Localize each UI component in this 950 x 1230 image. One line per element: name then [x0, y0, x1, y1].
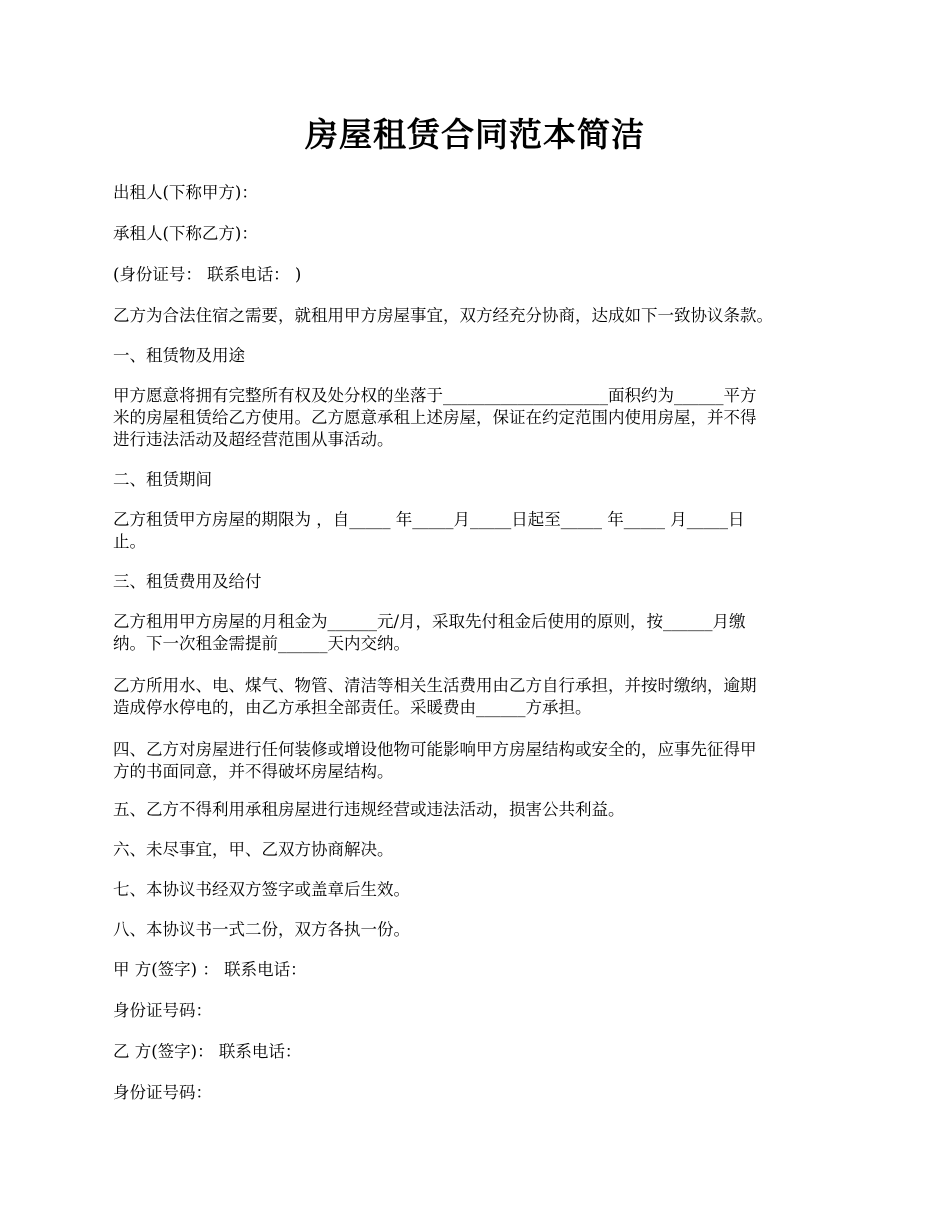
text-line: 乙方所用水、电、煤气、物管、清洁等相关生活费用由乙方自行承担，并按时缴纳，逾期	[113, 676, 757, 695]
paragraph-intro	[113, 305, 843, 327]
signature-party-a	[113, 959, 843, 981]
paragraph-clause-8	[113, 919, 843, 941]
paragraph-lessor	[113, 182, 843, 204]
text-line: 米的房屋租赁给乙方使用。乙方愿意承租上述房屋，保证在约定范围内使用房屋，并不得	[113, 408, 757, 427]
text-line: 一、租赁物及用途	[113, 346, 245, 365]
document-title: 房屋租赁合同范本简洁	[305, 115, 645, 154]
paragraph-lessee	[113, 223, 843, 245]
text-line: 乙方租赁甲方房屋的期限为 ，自_____ 年_____月_____日起至_____ 年_____ 月_____日	[113, 510, 745, 529]
paragraph-id-phone	[113, 264, 843, 286]
paragraph-clause-7	[113, 879, 843, 901]
text-line: 五、乙方不得利用承租房屋进行违规经营或违法活动，损害公共利益。	[113, 800, 625, 819]
text-line: 甲 方(签字) ： 联系电话：	[113, 960, 307, 979]
text-line: 止。	[113, 532, 146, 551]
text-line: (身份证号： 联系电话： )	[113, 265, 302, 284]
paragraph-utilities	[113, 675, 843, 719]
text-line: 造成停水停电的，由乙方承担全部责任。采暖费由______方承担。	[113, 698, 592, 717]
text-line: 进行违法活动及超经营范围从事活动。	[113, 430, 394, 449]
text-line: 纳。下一次租金需提前______天内交纳。	[113, 634, 410, 653]
text-line: 方的书面同意，并不得破坏房屋结构。	[113, 762, 394, 781]
text-line: 三、租赁费用及给付	[113, 572, 262, 591]
text-line: 八、本协议书一式二份，双方各执一份。	[113, 920, 410, 939]
section-heading-3	[113, 571, 843, 593]
text-line: 四、乙方对房屋进行任何装修或增设他物可能影响甲方房屋结构或安全的，应事先征得甲	[113, 740, 757, 759]
text-line: 二、租赁期间	[113, 470, 212, 489]
text-line: 身份证号码：	[113, 1083, 212, 1102]
section-heading-2	[113, 469, 843, 491]
text-line: 七、本协议书经双方签字或盖章后生效。	[113, 880, 410, 899]
text-line: 乙方为合法住宿之需要，就租用甲方房屋事宜，双方经充分协商，达成如下一致协议条款。	[113, 306, 773, 325]
signature-party-b	[113, 1041, 843, 1063]
text-line: 身份证号码：	[113, 1001, 212, 1020]
text-line: 乙方租用甲方房屋的月租金为______元/月，采取先付租金后使用的原则，按______月缴	[113, 612, 746, 631]
id-number-party-a	[113, 1000, 843, 1022]
paragraph-property	[113, 385, 843, 451]
text-line: 乙 方(签字)： 联系电话：	[113, 1042, 302, 1061]
paragraph-clause-6	[113, 839, 843, 861]
text-line: 六、未尽事宜，甲、乙双方协商解决。	[113, 840, 394, 859]
text-line: 出租人(下称甲方)：	[113, 183, 258, 202]
text-line: 甲方愿意将拥有完整所有权及处分权的坐落于____________________面积约为______平方	[113, 386, 757, 405]
paragraph-clause-4	[113, 739, 843, 783]
id-number-party-b	[113, 1082, 843, 1104]
section-heading-1	[113, 345, 843, 367]
paragraph-rent	[113, 611, 843, 655]
paragraph-clause-5	[113, 799, 843, 821]
text-line: 承租人(下称乙方)：	[113, 224, 258, 243]
paragraph-term	[113, 509, 843, 553]
